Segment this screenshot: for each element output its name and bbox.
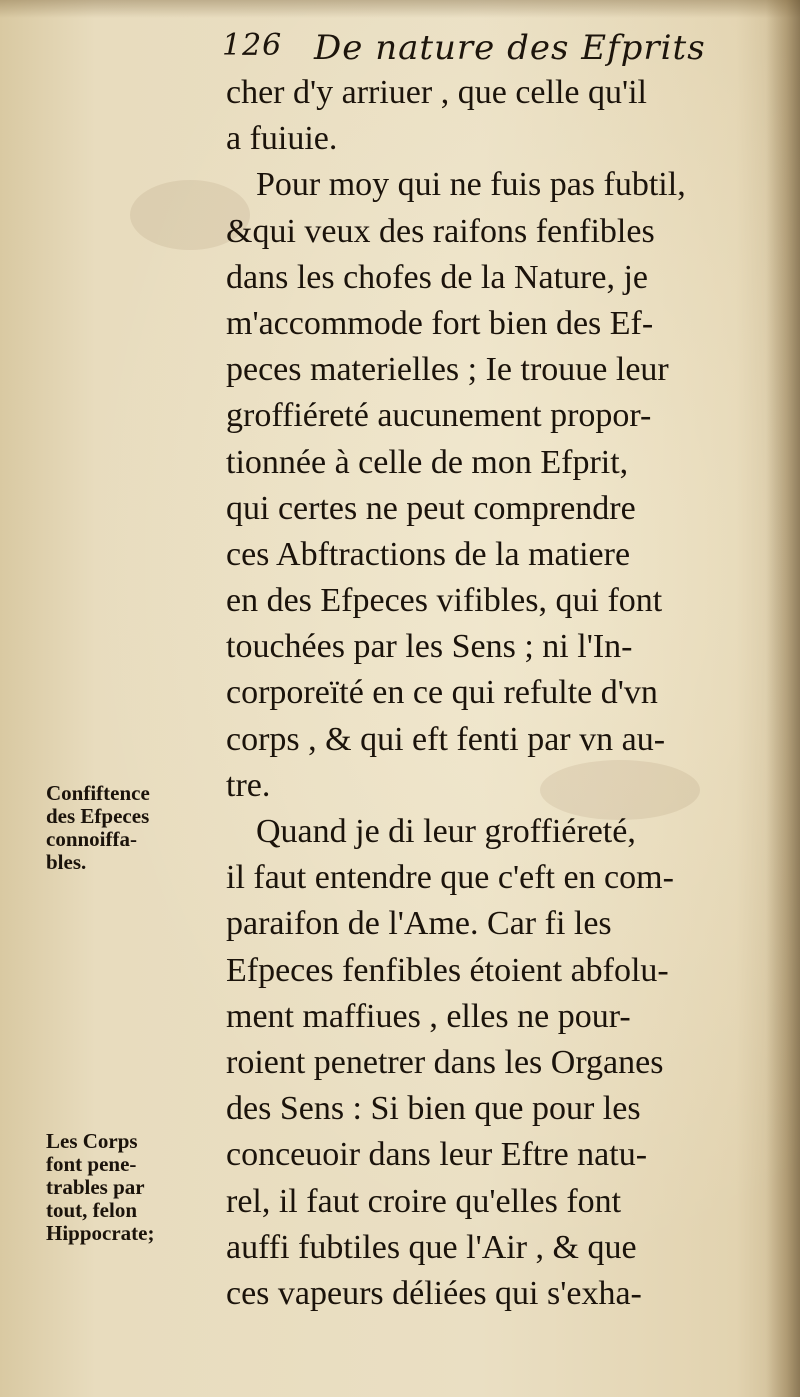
text-line: qui certes ne peut comprendre: [226, 489, 636, 527]
margin-note-line: font pene-: [46, 1152, 137, 1176]
text-line: rel, il faut croire qu'elles font: [226, 1182, 622, 1220]
text-line: ment maffiues , elles ne pour-: [226, 997, 631, 1035]
text-line: dans les chofes de la Nature, je: [226, 258, 648, 296]
page-top-shadow: [0, 0, 800, 18]
text-line: touchées par les Sens ; ni l'In-: [226, 628, 633, 666]
text-line: corps , & qui eft fenti par vn au-: [226, 720, 666, 758]
text-line: des Sens : Si bien que pour les: [226, 1090, 641, 1128]
text-line: &qui veux des raifons fenfibles: [226, 212, 655, 250]
text-line: Efpeces fenfibles étoient abfolu-: [226, 951, 669, 989]
margin-note-line: des Efpeces: [46, 804, 150, 828]
body-text: [226, 70, 766, 1317]
margin-note-line: Hippocrate;: [46, 1221, 155, 1245]
text-line: tionnée à celle de mon Efprit,: [226, 443, 629, 481]
page-number: 126: [222, 28, 283, 63]
text-line: ces Abftractions de la matiere: [226, 535, 631, 573]
text-line: auffi fubtiles que l'Air , & que: [226, 1228, 637, 1266]
text-line: il faut entendre que c'eft en com-: [226, 859, 674, 897]
text-line: roient penetrer dans les Organes: [226, 1043, 664, 1081]
margin-note-line: Confiftence: [46, 781, 150, 805]
margin-note-line: Les Corps: [46, 1129, 138, 1153]
margin-note-line: tout, felon: [46, 1198, 137, 1222]
margin-note-hippocrates: [46, 1130, 216, 1245]
text-line: tre.: [226, 766, 271, 804]
margin-note-line: connoiffa-: [46, 827, 137, 851]
running-header: [222, 28, 762, 68]
text-line: peces materielles ; Ie trouue leur: [226, 351, 669, 389]
page-gutter-shadow: [766, 0, 800, 1397]
running-title: De nature des Efprits: [314, 28, 706, 68]
text-line: Quand je di leur groffiéreté,: [256, 813, 636, 850]
text-line: m'accommode fort bien des Ef-: [226, 304, 654, 342]
text-line: corporeïté en ce qui refulte d'vn: [226, 674, 658, 712]
text-line: a fuiuie.: [226, 120, 338, 158]
margin-note-consistence: [46, 782, 216, 874]
text-line: conceuoir dans leur Eftre natu-: [226, 1136, 648, 1174]
text-line: en des Efpeces vifibles, qui font: [226, 582, 663, 620]
text-line: paraifon de l'Ame. Car fi les: [226, 905, 612, 943]
text-line: cher d'y arriuer , que celle qu'il: [226, 74, 647, 111]
text-line: Pour moy qui ne fuis pas fubtil,: [256, 166, 686, 204]
margin-note-line: bles.: [46, 850, 87, 874]
text-line: groffiéreté aucunement propor-: [226, 397, 652, 435]
margin-note-line: trables par: [46, 1175, 145, 1199]
text-line: ces vapeurs déliées qui s'exha-: [226, 1274, 642, 1312]
